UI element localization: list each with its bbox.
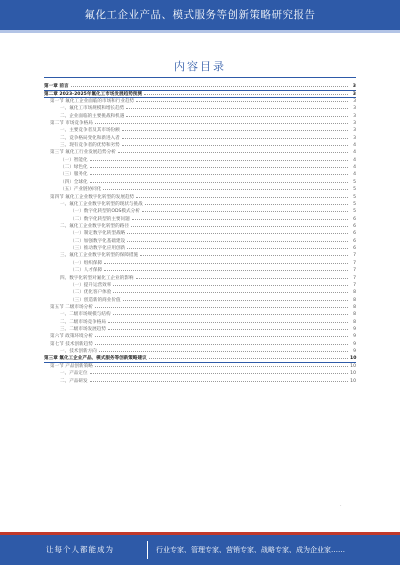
toc-page-number: 10 (350, 356, 357, 362)
toc-page-number: 8 (353, 312, 356, 318)
toc-page-number: 4 (353, 150, 356, 156)
toc-page-number: 8 (353, 297, 356, 303)
toc-page-number: 7 (353, 253, 356, 259)
toc-entry-text: 第一节 产品创新策略 (50, 363, 93, 369)
toc-entry-text: 二、氟化工企业数字化转型的路径 (60, 224, 129, 229)
toc-page-number: 5 (353, 201, 356, 207)
toc-entry-text: 三、现有竞争者的优势和劣势 (60, 143, 120, 149)
toc-page-number: 4 (353, 165, 356, 171)
toc-entry[interactable] (44, 238, 356, 245)
toc-entry-text: （三）服务化 (60, 172, 88, 178)
toc-leader-dots (126, 116, 348, 117)
toc-entry[interactable] (44, 112, 356, 119)
toc-leader-dots (123, 300, 348, 301)
toc-leader-dots (95, 307, 348, 308)
toc-entry[interactable] (44, 230, 356, 237)
toc-entry[interactable] (44, 311, 356, 318)
chapter-divider (44, 97, 356, 98)
toc-entry[interactable] (44, 289, 356, 296)
toc-entry[interactable] (44, 179, 356, 186)
toc-heading: 内容目录 (174, 60, 226, 73)
toc-page-number: 8 (353, 319, 356, 325)
toc-entry[interactable] (44, 193, 356, 200)
document-title: 氟化工企业产品、模式服务等创新策略研究报告 (84, 9, 316, 21)
toc-entry[interactable] (44, 149, 356, 156)
toc-entry[interactable] (44, 142, 356, 149)
toc-page-number: 10 (350, 378, 356, 384)
toc-entry-text: （五）产业链协同化 (60, 187, 102, 193)
toc-page-number: 3 (353, 113, 356, 119)
toc-entry-text: 第六节 政策环境分析 (50, 334, 93, 340)
toc-leader-dots (90, 160, 348, 161)
toc-entry[interactable] (44, 127, 356, 134)
toc-entry-text: （一）制定数字化转型战略 (70, 231, 126, 237)
toc-leader-dots (71, 86, 348, 87)
toc-page-number: 9 (353, 327, 356, 333)
toc-page-number: 5 (353, 209, 356, 215)
toc-entry[interactable] (44, 260, 356, 267)
toc-entry-text: 二、企业面临的主要挑战和机遇 (60, 113, 125, 119)
toc-entry[interactable] (44, 171, 356, 178)
toc-leader-dots (136, 197, 348, 198)
toc-leader-dots (131, 226, 348, 227)
toc-entry[interactable] (44, 201, 356, 208)
toc-page-number: 6 (353, 238, 356, 244)
toc-entry[interactable] (44, 135, 356, 142)
toc-entry[interactable] (44, 304, 356, 311)
toc-leader-dots (113, 314, 348, 315)
toc-entry-text: 一、二级市场规模与结构 (60, 312, 111, 318)
toc-page-number: 10 (350, 363, 356, 369)
toc-entry[interactable] (44, 296, 356, 303)
toc-page-number: 9 (353, 349, 356, 355)
toc-entry-text: 第七节 技术创新趋势 (50, 341, 93, 347)
toc-entry-text: （一）组织保障 (70, 260, 103, 266)
toc-entry-text: （二）人才保障 (70, 268, 103, 274)
toc-entry[interactable] (44, 341, 356, 348)
toc-entry-text: （一）数字化转型的ODS模式分析 (70, 209, 140, 215)
toc-page-number: 6 (353, 216, 356, 222)
toc-page-number: 3 (352, 91, 356, 97)
toc-page-number: 4 (353, 143, 356, 149)
toc-entry-text: 第一章 前言 (44, 84, 69, 90)
toc-entry-text: 一、产品定位 (60, 371, 88, 377)
toc-page-number: 6 (353, 231, 356, 237)
toc-page-number: 3 (353, 128, 356, 134)
toc-leader-dots (104, 270, 348, 271)
toc-entry-text: 第三章 氟化工企业产品、模式服务等创新策略建议 (44, 356, 147, 362)
toc-entry-text: 一、氟化工市场规模和增长趋势 (60, 106, 125, 112)
toc-page-number: 3 (353, 98, 356, 104)
toc-leader-dots (95, 123, 348, 124)
toc-page-number: 8 (353, 304, 356, 310)
toc-page-number: 5 (353, 179, 356, 185)
toc-entry-text: 第四节 氟化工企业数字化转型的发展趋势 (50, 194, 135, 200)
toc-entry-text: （三）推动数字化应用创新 (70, 246, 126, 252)
toc-leader-dots (113, 285, 348, 286)
toc-leader-dots (90, 381, 348, 382)
toc-entry[interactable] (44, 377, 356, 384)
page-marker: · (340, 503, 342, 509)
toc-entry-text: （四）全球化 (60, 179, 88, 185)
toc-leader-dots (122, 145, 348, 146)
toc-entry[interactable] (44, 98, 356, 105)
toc-entry-text: 第三节 氟化工行业发展趋势分析 (50, 150, 116, 156)
toc-entry-text: 三、氟化工企业数字化转型的保障措施 (60, 253, 139, 259)
toc-entry[interactable] (44, 274, 356, 281)
toc-leader-dots (127, 248, 348, 249)
toc-page-number: 9 (353, 341, 356, 347)
toc-leader-dots (108, 329, 348, 330)
toc-page-number: 8 (353, 290, 356, 296)
toc-entry-text: （一）提升运营效率 (70, 282, 112, 288)
toc-entry[interactable] (44, 223, 356, 230)
toc-entry[interactable] (44, 319, 356, 326)
toc-entry[interactable] (44, 282, 356, 289)
toc-page-number: 6 (353, 246, 356, 252)
toc-leader-dots (108, 322, 348, 323)
toc-entry[interactable] (44, 348, 356, 355)
toc-entry-text: 第二节 市场竞争格局 (50, 120, 93, 126)
toc-leader-dots (136, 278, 348, 279)
toc-entry-text: （一）智能化 (60, 157, 88, 163)
toc-entry[interactable] (44, 120, 356, 127)
toc-entry[interactable] (44, 105, 356, 112)
toc-entry[interactable] (44, 164, 356, 171)
toc-entry[interactable] (44, 215, 356, 222)
table-of-contents (44, 83, 356, 385)
toc-entry-text: （二）数字化转型的主要问题 (70, 216, 130, 222)
toc-entry-text: （二）优化客户体验 (70, 290, 112, 296)
toc-page-number: 3 (353, 135, 356, 141)
toc-leader-dots (136, 101, 348, 102)
toc-leader-dots (127, 233, 348, 234)
toc-page-number: 7 (353, 260, 356, 266)
header-accent-band (0, 30, 400, 33)
toc-page-number: 5 (353, 194, 356, 200)
toc-heading-rule (44, 77, 356, 78)
toc-leader-dots (140, 255, 348, 256)
toc-entry-text: 四、数字化转型对氟化工企业的影响 (60, 275, 134, 281)
toc-page-number: 3 (352, 84, 356, 90)
toc-leader-dots (145, 204, 348, 205)
toc-entry-text: 第一节 氟化工企业面临的市场和行业趋势 (50, 98, 135, 104)
toc-leader-dots (90, 373, 348, 374)
toc-page-number: 3 (353, 120, 356, 126)
toc-leader-dots (127, 241, 348, 242)
footer-separator (147, 541, 148, 559)
toc-leader-dots (95, 344, 348, 345)
toc-page-number: 7 (353, 268, 356, 274)
toc-page-number: 4 (353, 157, 356, 163)
toc-entry[interactable] (44, 208, 356, 215)
toc-page-number: 6 (353, 224, 356, 229)
toc-entry-text: 一、主要竞争者及其市场份额 (60, 128, 120, 134)
toc-leader-dots (104, 263, 348, 264)
toc-entry[interactable] (44, 252, 356, 259)
toc-leader-dots (122, 138, 348, 139)
toc-page-number: 4 (353, 172, 356, 178)
toc-entry-text: （三）创造新的商业价值 (70, 297, 121, 303)
toc-leader-dots (90, 174, 348, 175)
toc-entry-text: 一、技术创新方向 (60, 349, 97, 355)
toc-leader-dots (90, 167, 348, 168)
toc-leader-dots (90, 182, 348, 183)
toc-entry[interactable] (44, 333, 356, 340)
toc-page-number: 5 (353, 187, 356, 193)
chapter-divider (44, 362, 356, 363)
toc-page-number: 10 (350, 371, 356, 377)
toc-leader-dots (103, 189, 348, 190)
toc-entry[interactable] (44, 267, 356, 274)
footer-tagline: 行业专家、管理专家、营销专家、战略专家、成为企业家…… (156, 546, 345, 554)
toc-leader-dots (99, 351, 348, 352)
toc-entry-text: 第五节 二级市场分析 (50, 304, 93, 310)
toc-entry[interactable] (44, 245, 356, 252)
toc-entry[interactable] (44, 363, 356, 370)
toc-leader-dots (95, 336, 348, 337)
footer-slogan: 让每个人都能成为 (46, 545, 114, 554)
toc-entry-text: 二、产品研发 (60, 378, 88, 384)
toc-page-number: 9 (353, 334, 356, 340)
toc-entry-text: 二、二级市场竞争格局 (60, 319, 106, 325)
toc-entry-text: 一、氟化工企业数字化转型的现状与挑战 (60, 201, 143, 207)
toc-leader-dots (113, 292, 348, 293)
toc-page-number: 3 (353, 106, 356, 112)
toc-leader-dots (118, 152, 348, 153)
chapter-divider (44, 90, 356, 91)
toc-leader-dots (126, 108, 348, 109)
footer-bar (0, 532, 400, 565)
toc-leader-dots (95, 366, 348, 367)
toc-entry-text: （二）加强数字化基础建设 (70, 238, 126, 244)
toc-entry-text: 三、二级市场发展趋势 (60, 327, 106, 333)
toc-leader-dots (142, 211, 348, 212)
toc-page-number: 7 (353, 282, 356, 288)
toc-leader-dots (149, 358, 348, 359)
toc-leader-dots (122, 130, 348, 131)
toc-leader-dots (132, 219, 348, 220)
toc-entry[interactable] (44, 326, 356, 333)
toc-entry-text: 第二章 2023-2025年氟化工市场发展趋势预测 (44, 91, 142, 97)
toc-entry[interactable] (44, 370, 356, 377)
toc-entry[interactable] (44, 157, 356, 164)
toc-entry[interactable] (44, 186, 356, 193)
toc-leader-dots (144, 94, 348, 95)
toc-entry-text: （二）绿色化 (60, 165, 88, 171)
toc-page-number: 7 (353, 275, 356, 281)
toc-entry-text: 二、竞争格局变化和新进入者 (60, 135, 120, 141)
